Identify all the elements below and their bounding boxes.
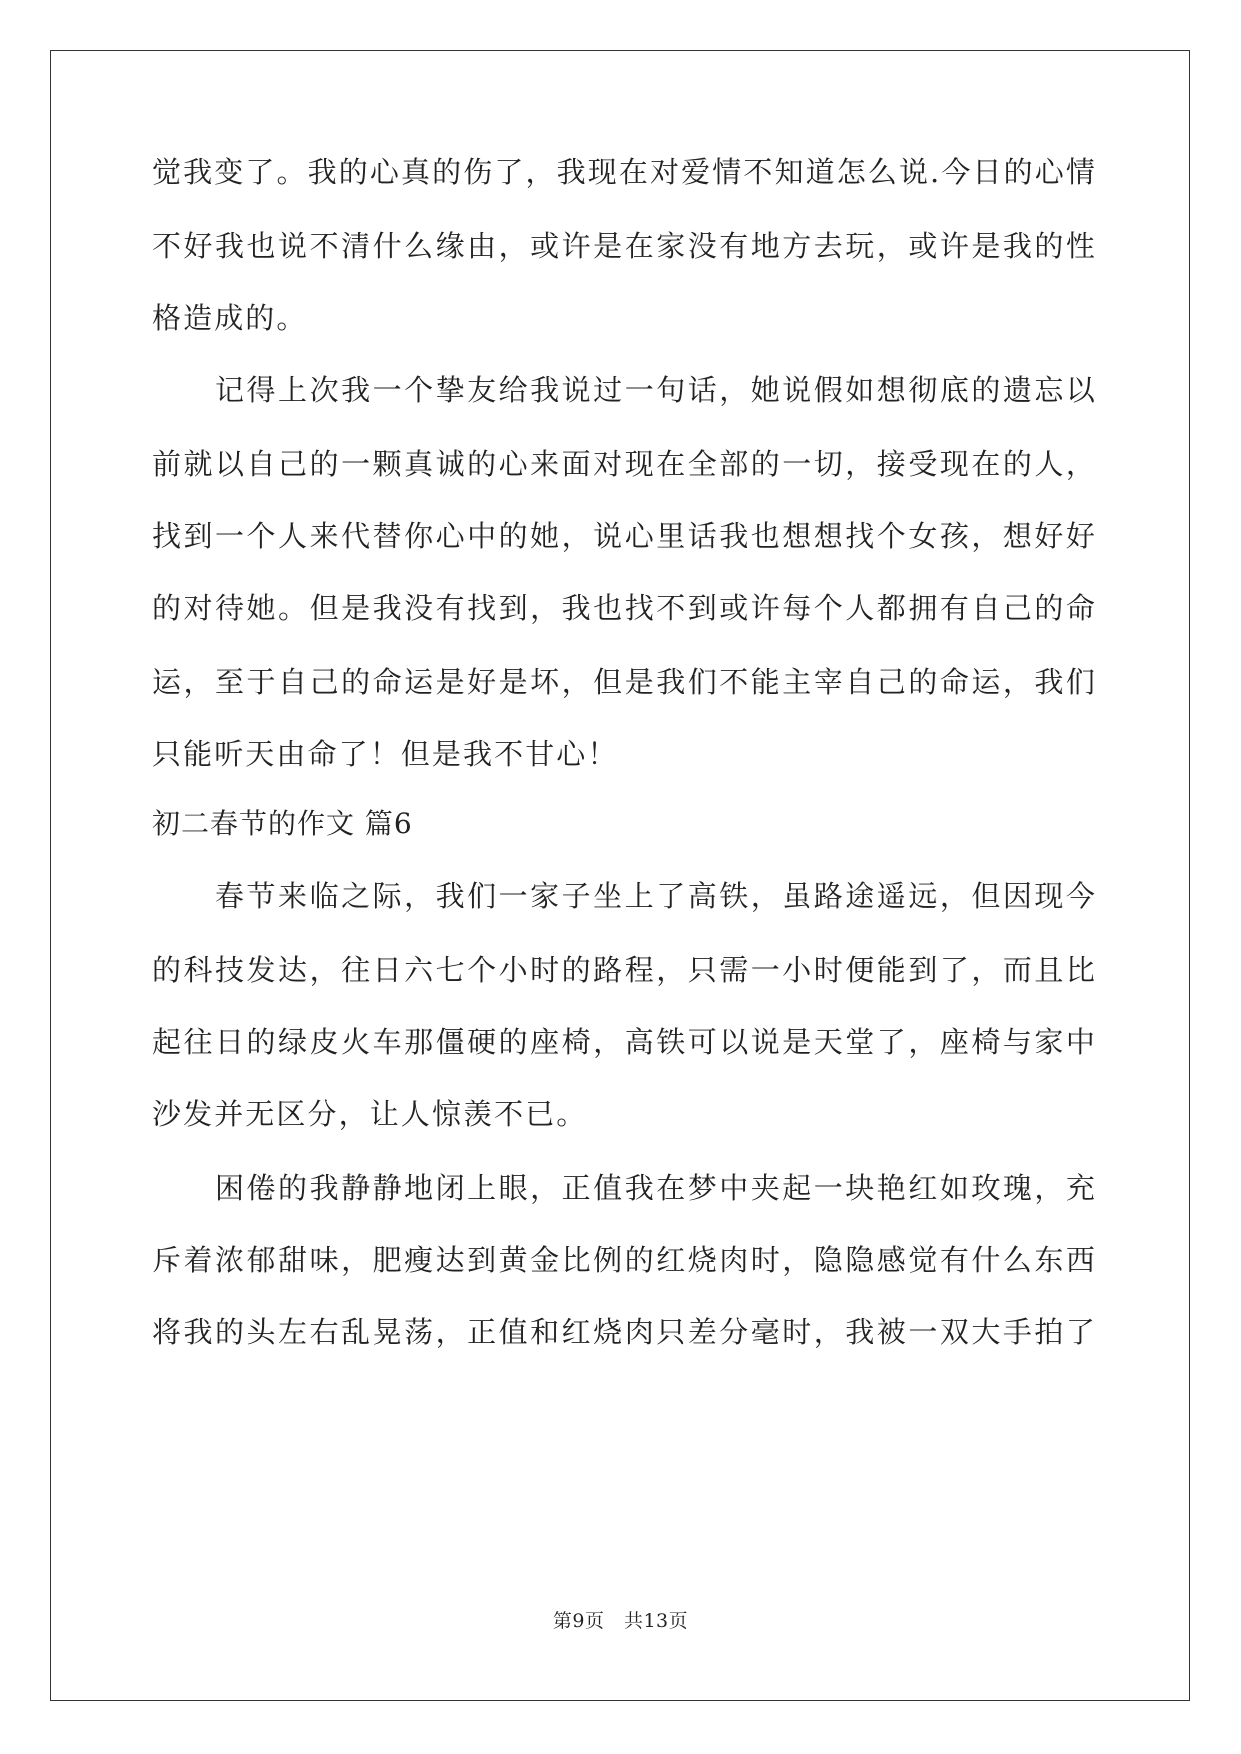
text-line: 沙发并无区分，让人惊羡不已。 [152,1097,588,1131]
text-line: 将我的头左右乱晃荡，正值和红烧肉只差分毫时，我被一双大手拍了 [152,1315,1097,1349]
text-line: 找到一个人来代替你心中的她，说心里话我也想想找个女孩，想好好 [152,519,1097,553]
text-line: 觉我变了。我的心真的伤了，我现在对爱情不知道怎么说.今日的心情 [152,155,1097,189]
text-line: 不好我也说不清什么缘由，或许是在家没有地方去玩，或许是我的性 [152,229,1097,263]
text-line: 只能听天由命了！但是我不甘心！ [152,737,619,771]
text-line: 前就以自己的一颗真诚的心来面对现在全部的一切，接受现在的人， [152,447,1097,481]
text-line: 起往日的绿皮火车那僵硬的座椅，高铁可以说是天堂了，座椅与家中 [152,1025,1097,1059]
text-line: 记得上次我一个挚友给我说过一句话，她说假如想彻底的遗忘以 [152,373,1097,407]
page-number-footer: 第9页 共13页 [552,1610,689,1632]
text-line: 困倦的我静静地闭上眼，正值我在梦中夹起一块艳红如玫瑰，充 [152,1171,1097,1205]
text-line: 斥着浓郁甜味，肥瘦达到黄金比例的红烧肉时，隐隐感觉有什么东西 [152,1243,1097,1277]
text-line: 的科技发达，往日六七个小时的路程，只需一小时便能到了，而且比 [152,953,1097,987]
text-line: 格造成的。 [152,301,308,335]
text-line: 的对待她。但是我没有找到，我也找不到或许每个人都拥有自己的命 [152,591,1097,625]
section-heading: 初二春节的作文 篇6 [152,807,413,840]
text-line: 春节来临之际，我们一家子坐上了高铁，虽路途遥远，但因现今 [152,879,1097,913]
text-line: 运，至于自己的命运是好是坏，但是我们不能主宰自己的命运，我们 [152,665,1097,699]
